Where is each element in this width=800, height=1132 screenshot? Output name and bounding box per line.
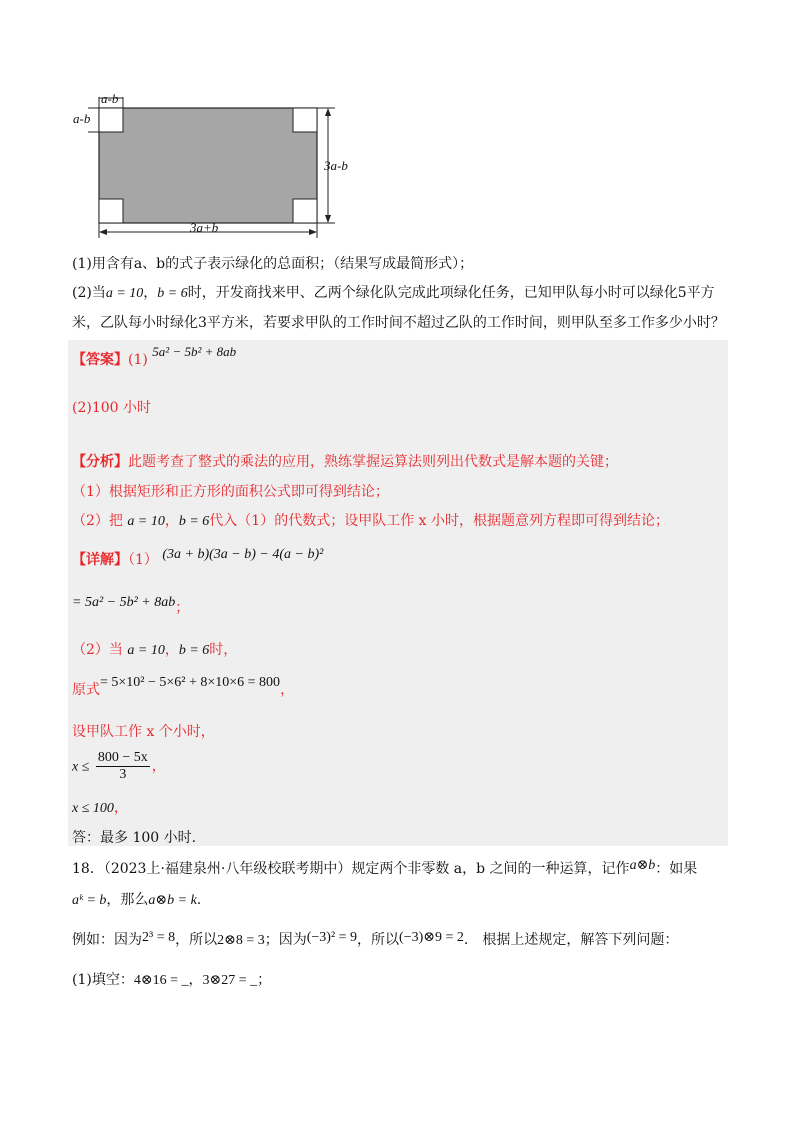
- q18-fill: [72, 970, 271, 991]
- detail-p2-expr: = 5×10² − 5×6² + 8×10×6 = 800: [100, 675, 281, 690]
- ex3: (−3)² = 9: [306, 930, 358, 945]
- ex-mid3: ，所以: [357, 932, 400, 948]
- ex-pre: 例如：因为: [72, 932, 142, 948]
- question-part2-line1: [72, 283, 715, 304]
- detail-result: [72, 592, 190, 616]
- answer-line1: [72, 344, 237, 370]
- q18-line1: [72, 859, 697, 880]
- fill1: 4⊗16 = _: [133, 973, 189, 988]
- answer-tag: 【答案】: [72, 352, 128, 368]
- analysis-l2-post: 代入（1）的代数式；设甲队工作 x 小时，根据题意列方程即可得到结论；: [209, 513, 669, 529]
- detail-p1-prefix: （1）: [128, 552, 158, 568]
- answer-1-prefix: (1): [128, 352, 148, 368]
- ex-mid1: ，所以: [175, 932, 218, 948]
- ineq2-end: ，: [113, 800, 128, 816]
- detail-tag: 【详解】: [72, 552, 128, 568]
- q18-op: a⊗b: [629, 858, 656, 873]
- q2-pre: (2)当: [72, 285, 106, 301]
- analysis-tag: 【分析】: [72, 454, 128, 470]
- detail-final: 答：最多 100 小时.: [72, 830, 197, 846]
- fill-end: ；: [257, 972, 272, 988]
- q2-b-eq: b = 6: [157, 286, 188, 301]
- q18-line1-end: ：如果: [655, 861, 698, 877]
- answer-1-expr: 5a² − 5b² + 8ab: [152, 344, 237, 359]
- figure-label-bottom: 3a+b: [190, 220, 219, 235]
- analysis-line1: （1）根据矩形和正方形的面积公式即可得到结论；: [72, 484, 389, 500]
- q18-example: [72, 930, 678, 951]
- q18-res: a⊗b = k: [148, 893, 197, 908]
- ineq-fraction: [96, 750, 150, 783]
- fill-sep: ，: [188, 972, 203, 988]
- detail-p3: 设甲队工作 x 个小时，: [72, 724, 215, 740]
- detail-p2-label: 原式: [72, 682, 100, 698]
- detail-p2-expr-line: [72, 672, 295, 698]
- detail-line1: [72, 547, 324, 571]
- detail-p1-expr: (3a + b)(3a − b) − 4(a − b)²: [162, 547, 324, 562]
- detail-ineq2-line: [72, 798, 128, 819]
- q2-post: 时，开发商找来甲、乙两个绿化队完成此项绿化任务，已知甲队每小时可以绿化5平方: [187, 285, 715, 301]
- ineq-left: x ≤: [72, 759, 90, 775]
- detail-p2-b: b = 6: [178, 643, 210, 658]
- ex-mid2: ；因为: [264, 932, 307, 948]
- detail-p2-a: a = 10: [127, 643, 165, 658]
- ineq2: x ≤ 100: [72, 801, 114, 816]
- detail-ineq1: [72, 750, 166, 783]
- analysis-line0: [72, 452, 618, 472]
- ineq-den: 3: [119, 767, 127, 782]
- detail-p2-post: 时，: [209, 642, 238, 658]
- fill2: 3⊗27 = _: [202, 973, 258, 988]
- figure-label-right: 3a-b: [324, 158, 348, 173]
- ex4: (−3)⊗9 = 2: [399, 930, 464, 945]
- q18-mid: ，那么: [106, 892, 149, 908]
- answer-line2: (2)100 小时: [72, 400, 152, 416]
- ex2: 2⊗8 = 3: [217, 933, 265, 948]
- detail-p2-end: ，: [280, 682, 295, 698]
- ex1: 2³ = 8: [142, 930, 176, 945]
- analysis-l2-pre: （2）把: [72, 513, 123, 529]
- fill-pre: (1)填空：: [72, 972, 134, 988]
- figure-label-left: a-b: [73, 111, 91, 126]
- q2-sep: ，: [143, 285, 158, 301]
- q2-a-eq: a = 10: [105, 286, 144, 301]
- question-part1: (1)用含有a、b的式子表示绿化的总面积；（结果写成最简形式）；: [72, 256, 474, 272]
- ineq-end: ，: [151, 758, 166, 775]
- detail-p1-end: ；: [175, 600, 190, 616]
- detail-p1-result: = 5a² − 5b² + 8ab: [72, 595, 176, 610]
- analysis-b: b = 6: [178, 514, 210, 529]
- q18-line2: [72, 890, 201, 911]
- analysis-line2: （2）把 a = 10，b = 6代入（1）的代数式；设甲队工作 x 小时，根据题意列方程即可得到结论；: [72, 513, 669, 529]
- analysis-a: a = 10: [127, 514, 165, 529]
- analysis-text: 此题考查了整式的乘法的应用，熟练掌握运算法则列出代数式是解本题的关键；: [128, 454, 618, 470]
- detail-p2-pre: （2）当: [72, 642, 123, 658]
- ineq-num: 800 − 5x: [97, 750, 148, 765]
- q18-line2-end: .: [196, 892, 202, 908]
- q18-line1-text: 18．（2023上·福建泉州·八年级校联考期中）规定两个非零数 a，b 之间的一种运算，记作: [72, 861, 630, 877]
- question-part2-line2: 米，乙队每小时绿化3平方米，若要求甲队的工作时间不超过乙队的工作时间，则甲队至多工作多少小时？: [72, 315, 725, 331]
- figure-label-top: a-b: [101, 91, 119, 106]
- detail-p2-line: （2）当 a = 10，b = 6时，: [72, 642, 238, 658]
- q18-cond: aᵏ = b: [72, 893, 107, 908]
- ex-end: . 根据上述规定，解答下列问题：: [463, 932, 679, 948]
